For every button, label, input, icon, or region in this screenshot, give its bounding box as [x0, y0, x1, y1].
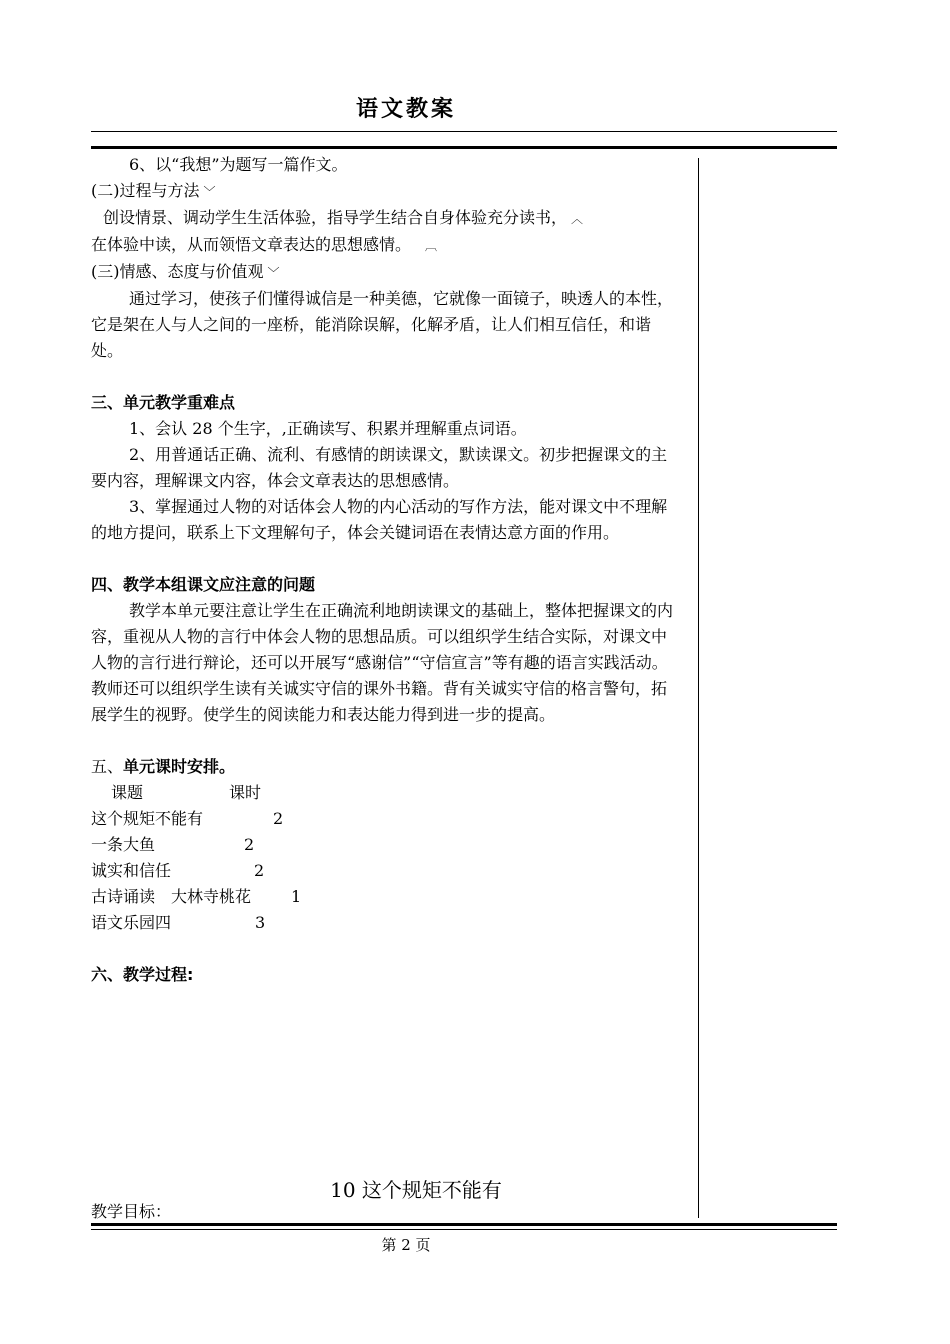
schedule-row: 一条大鱼 2: [91, 835, 255, 854]
schedule-row: 诚实和信任 2: [91, 861, 265, 880]
text-line: 6、以“我想”为题写一篇作文。: [129, 155, 348, 174]
subheading-process: (二)过程与方法 ﹀: [91, 181, 216, 200]
section-heading-3: 三、单元教学重难点: [91, 393, 236, 412]
right-margin-line: [698, 158, 699, 1218]
header-rule-thin: [91, 131, 837, 132]
subheading-emotion: (三)情感、态度与价值观 ﹀: [91, 262, 280, 281]
section-heading-4: 四、教学本组课文应注意的问题: [91, 575, 316, 594]
edit-mark-icon: ︿: [571, 212, 584, 226]
list-item: 3、掌握通过人物的对话体会人物的内心活动的写作方法，能对课文中不理解的地方提问，联系上下文理解句子，体会关键词语在表情达意方面的作用。: [91, 497, 668, 542]
footer-rule-thick: [91, 1223, 837, 1226]
edit-mark-icon: ﹀: [267, 266, 280, 280]
list-item: 2、用普通话正确、流利、有感情的朗读课文，默读课文。初步把握课文的主要内容，理解课文内容，体会文章表达的思想感情。: [91, 445, 668, 490]
section-heading-5: 五、单元课时安排。: [91, 757, 236, 776]
schedule-row: 语文乐园四 3: [91, 913, 266, 932]
schedule-header: 课题 课时: [111, 783, 262, 802]
edit-mark-icon: ︹: [425, 239, 438, 253]
footer-rule-thin: [91, 1229, 837, 1230]
paragraph: 教学本单元要注意让学生在正确流利地朗读课文的基础上，整体把握课文的内容，重视从人物的言行中体会人物的思想品质。可以组织学生结合实际，对课文中人物的言行进行辩论，还可以开展写“感谢信”“守信宣言”等有趣的语言实践活动。教师还可以组织学生读有关诚实守信的课外书籍。背有关诚实守信的格言警句，拓展学生的视野。使学生的阅读能力和表达能力得到进一步的提高。: [91, 601, 674, 724]
page-number: 第 2 页: [381, 1236, 431, 1254]
header-rule-thick: [91, 146, 837, 149]
list-item: 1、会认 28 个生字，,正确读写、积累并理解重点词语。: [129, 419, 527, 438]
page-header-title: 语文教案: [355, 97, 456, 122]
document-body: [91, 152, 681, 988]
schedule-row: 古诗诵读 大林寺桃花 1: [91, 887, 302, 906]
text-line: 创设情景、调动学生生活体验，指导学生结合自身体验充分读书， ︿: [103, 208, 584, 227]
paragraph: 通过学习，使孩子们懂得诚信是一种美德，它就像一面镜子，映透人的本性，它是架在人与人之间的一座桥，能消除误解，化解矛盾，让人们相互信任，和谐处。: [91, 289, 674, 360]
lesson-title: 10 这个规矩不能有: [330, 1178, 502, 1202]
section-heading-6: 六、教学过程:: [91, 965, 194, 984]
edit-mark-icon: ﹀: [203, 185, 216, 199]
objective-label: 教学目标：: [91, 1202, 172, 1221]
text-line: 在体验中读，从而领悟文章表达的思想感情。 ︹: [91, 235, 438, 254]
schedule-row: 这个规矩不能有 2: [91, 809, 284, 828]
